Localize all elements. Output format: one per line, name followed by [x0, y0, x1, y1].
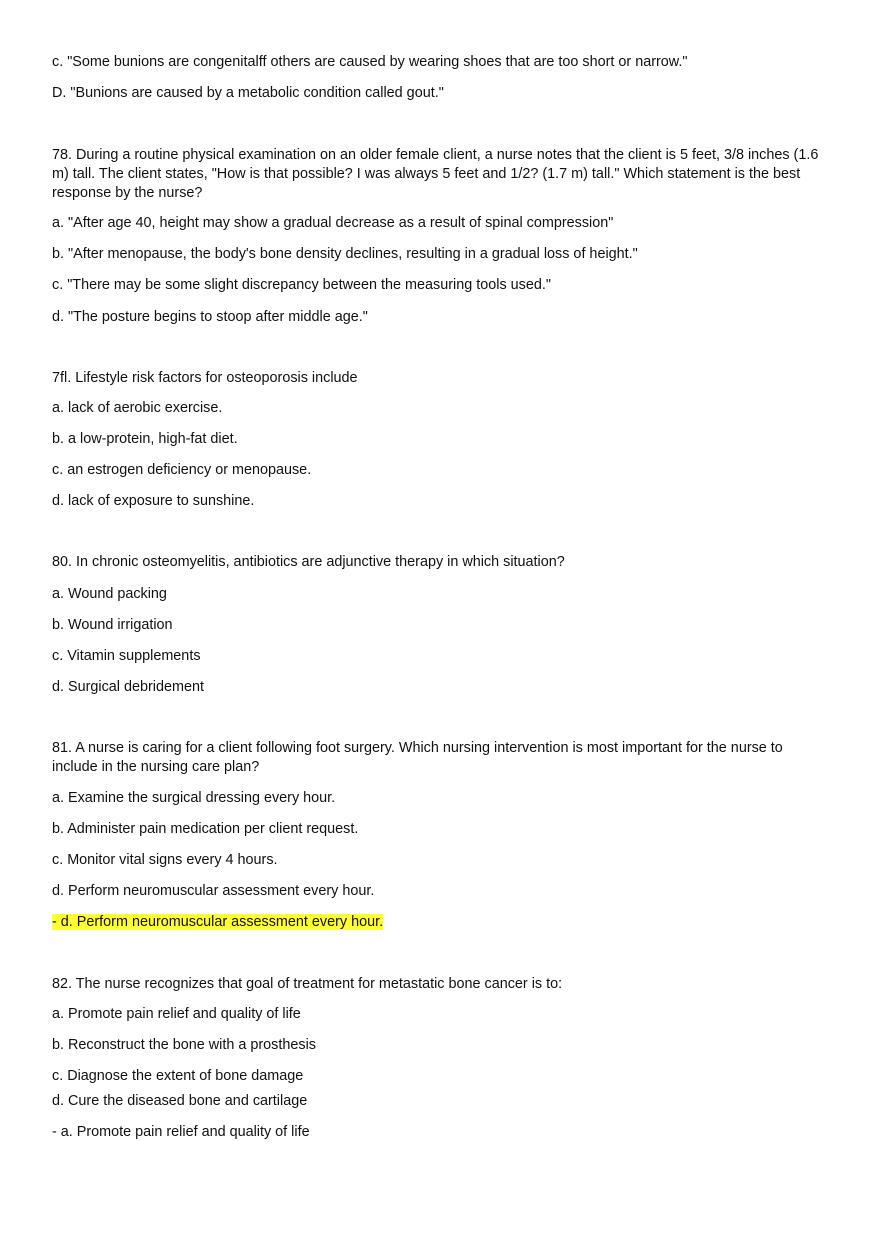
- question-80-option-b: b. Wound irrigation: [52, 617, 173, 633]
- question-79-option-b: b. a low-protein, high-fat diet.: [52, 431, 238, 447]
- question-78-option-d: d. "The posture begins to stoop after middle age.": [52, 309, 368, 325]
- question-78-option-b: b. "After menopause, the body's bone density declines, resulting in a gradual loss of height.": [52, 246, 638, 262]
- question-81-option-b: b. Administer pain medication per client request.: [52, 821, 359, 837]
- question-80-text: 80. In chronic osteomyelitis, antibiotics are adjunctive therapy in which situation?: [52, 554, 565, 570]
- question-81-text: 81. A nurse is caring for a client following foot surgery. Which nursing intervention is most important for the nurse to include in the nursing care plan?: [52, 740, 783, 775]
- question-81-answer: [52, 913, 383, 932]
- question-82-answer: - a. Promote pain relief and quality of life: [52, 1124, 310, 1140]
- question-79-option-d: d. lack of exposure to sunshine.: [52, 493, 255, 509]
- question-81-option-c: c. Monitor vital signs every 4 hours.: [52, 852, 278, 868]
- prev-question-option-c: c. "Some bunions are congenitalff others are caused by wearing shoes that are too short or narrow.": [52, 54, 688, 70]
- question-81-option-d: d. Perform neuromuscular assessment every hour.: [52, 883, 375, 899]
- question-80-option-c: c. Vitamin supplements: [52, 648, 201, 664]
- question-82-text: 82. The nurse recognizes that goal of treatment for metastatic bone cancer is to:: [52, 976, 563, 992]
- question-81-option-a: a. Examine the surgical dressing every hour.: [52, 790, 336, 806]
- question-82-option-b: b. Reconstruct the bone with a prosthesis: [52, 1037, 316, 1053]
- question-79-option-c: c. an estrogen deficiency or menopause.: [52, 462, 312, 478]
- prev-question-option-d: D. "Bunions are caused by a metabolic condition called gout.": [52, 85, 444, 101]
- question-80-option-d: d. Surgical debridement: [52, 679, 204, 695]
- question-79-text: 7fl. Lifestyle risk factors for osteoporosis include: [52, 370, 358, 386]
- question-78-option-c: c. "There may be some slight discrepancy between the measuring tools used.": [52, 277, 551, 293]
- question-80-option-a: a. Wound packing: [52, 586, 167, 602]
- question-78-option-a: a. "After age 40, height may show a gradual decrease as a result of spinal compression": [52, 215, 614, 231]
- question-82-option-d: d. Cure the diseased bone and cartilage: [52, 1093, 308, 1109]
- question-79-option-a: a. lack of aerobic exercise.: [52, 400, 223, 416]
- question-78-text: 78. During a routine physical examination on an older female client, a nurse notes that the client is 5 feet, 3/8 inches (1.6 m) tall. The client states, "How is that possible? I was always 5 feet and 1/2? (1.7 m) tall." Which statement is the best response by the nurse?: [52, 147, 819, 201]
- question-82-option-c: c. Diagnose the extent of bone damage: [52, 1068, 304, 1084]
- answer-highlight: - d. Perform neuromuscular assessment every hour.: [52, 914, 384, 930]
- question-82-option-a: a. Promote pain relief and quality of life: [52, 1006, 301, 1022]
